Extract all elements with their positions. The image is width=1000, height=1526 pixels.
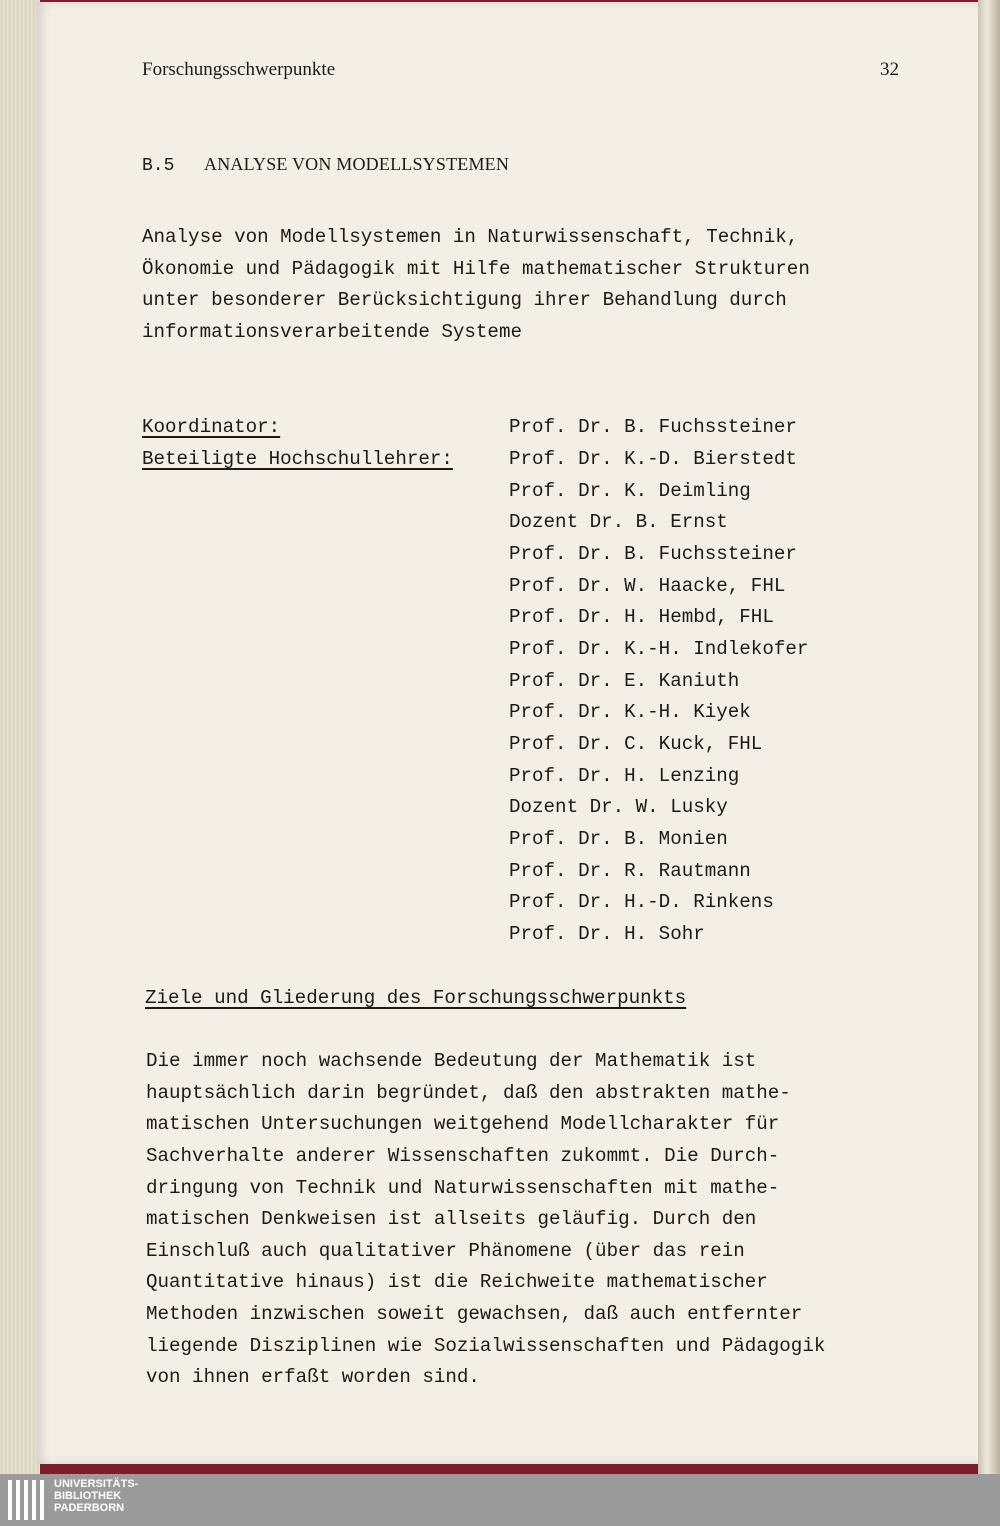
- ziele-line: von ihnen erfaßt worden sind.: [146, 1366, 480, 1388]
- section-heading: [142, 154, 509, 176]
- intro-line: unter besonderer Berücksichtigung ihrer Behandlung durch: [142, 289, 787, 311]
- ziele-line: Sachverhalte anderer Wissenschaften zukommt. Die Durch-: [146, 1145, 780, 1167]
- ziele-line: liegende Disziplinen wie Sozialwissenschaften und Pädagogik: [146, 1335, 826, 1357]
- library-name-line: BIBLIOTHEK: [54, 1490, 122, 1502]
- koordinator-label: Koordinator:: [142, 416, 281, 438]
- member-name: Prof. Dr. E. Kaniuth: [509, 670, 740, 692]
- ziele-line: hauptsächlich darin begründet, daß den abstrakten mathe-: [146, 1082, 791, 1104]
- ziele-heading: Ziele und Gliederung des Forschungsschwerpunkts: [145, 987, 687, 1009]
- member-name: Prof. Dr. H. Hembd, FHL: [509, 606, 774, 628]
- ziele-line: matischen Untersuchungen weitgehend Modellcharakter für: [146, 1113, 780, 1135]
- section-number: B.5: [142, 156, 175, 176]
- member-name: Prof. Dr. W. Haacke, FHL: [509, 575, 786, 597]
- ziele-line: matischen Denkweisen ist allseits geläufig. Durch den: [146, 1208, 757, 1230]
- library-name-line: UNIVERSITÄTS-: [54, 1478, 139, 1490]
- page-number: 32: [880, 59, 899, 80]
- library-name-line: PADERBORN: [54, 1502, 125, 1514]
- member-name: Prof. Dr. K.-H. Indlekofer: [509, 638, 809, 660]
- member-name: Dozent Dr. W. Lusky: [509, 796, 728, 818]
- koordinator-name: Prof. Dr. B. Fuchssteiner: [509, 416, 797, 438]
- spine-shadow: [978, 0, 1000, 1474]
- member-name: Prof. Dr. R. Rautmann: [509, 860, 751, 882]
- section-title: ANALYSE VON MODELLSYSTEMEN: [204, 154, 510, 174]
- member-name: Prof. Dr. H. Sohr: [509, 923, 705, 945]
- member-name: Prof. Dr. K. Deimling: [509, 480, 751, 502]
- intro-line: Ökonomie und Pädagogik mit Hilfe mathematischer Strukturen: [142, 258, 810, 280]
- member-name: Dozent Dr. B. Ernst: [509, 511, 728, 533]
- ziele-line: dringung von Technik und Naturwissenschaften mit mathe-: [146, 1177, 780, 1199]
- library-logo-icon: [8, 1480, 46, 1520]
- member-name: Prof. Dr. B. Fuchssteiner: [509, 543, 797, 565]
- ziele-line: Quantitative hinaus) ist die Reichweite mathematischer: [146, 1271, 768, 1293]
- member-name: Prof. Dr. H. Lenzing: [509, 765, 740, 787]
- member-name: Prof. Dr. C. Kuck, FHL: [509, 733, 763, 755]
- ziele-line: Methoden inzwischen soweit gewachsen, daß auch entfernter: [146, 1303, 803, 1325]
- member-name: Prof. Dr. B. Monien: [509, 828, 728, 850]
- member-name: Prof. Dr. K.-D. Bierstedt: [509, 448, 797, 470]
- intro-line: informationsverarbeitende Systeme: [142, 321, 522, 343]
- library-footer: [0, 1474, 1000, 1526]
- member-name: Prof. Dr. H.-D. Rinkens: [509, 891, 774, 913]
- ziele-line: Die immer noch wachsende Bedeutung der Mathematik ist: [146, 1050, 757, 1072]
- running-head: Forschungsschwerpunkte: [142, 59, 336, 80]
- member-name: Prof. Dr. K.-H. Kiyek: [509, 701, 751, 723]
- beteiligte-label: Beteiligte Hochschullehrer:: [142, 448, 453, 470]
- intro-line: Analyse von Modellsystemen in Naturwissenschaft, Technik,: [142, 226, 799, 248]
- library-name: [54, 1478, 138, 1514]
- ziele-line: Einschluß auch qualitativer Phänomene (über das rein: [146, 1240, 745, 1262]
- page-edges: [0, 0, 40, 1474]
